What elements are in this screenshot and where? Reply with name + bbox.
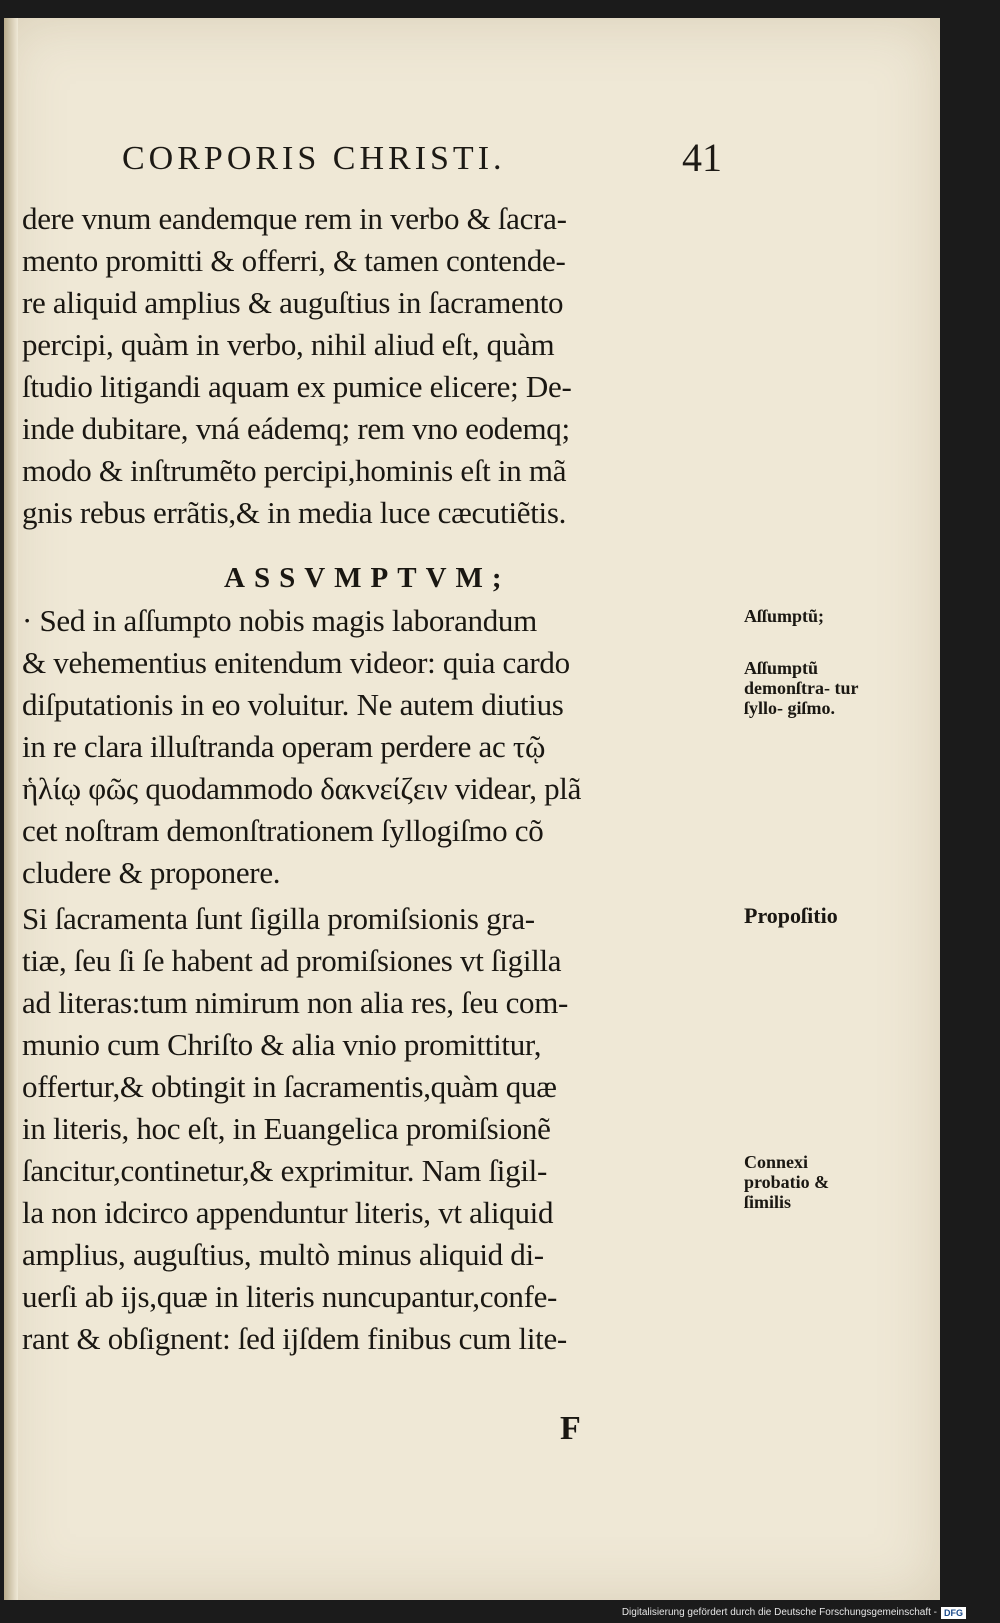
text-line: tiæ, ſeu ſi ſe habent ad promiſsiones vt ſigilla	[22, 943, 562, 978]
text-line: mento promitti & offerri, & tamen contende-	[22, 243, 566, 278]
text-line: percipi, quàm in verbo, nihil aliud eſt, quàm	[22, 327, 555, 362]
signature-mark: F	[560, 1410, 581, 1447]
text-line: la non idcirco appenduntur literis, vt aliquid	[22, 1195, 554, 1230]
text-line: modo & inſtrumẽto percipi,hominis eſt in mã	[22, 453, 567, 488]
text-line: ἡλίῳ φῶς quodammodo δακνείζειν videar, plã	[22, 771, 582, 806]
text-line: in re clara illuſtranda operam perdere ac τῷ	[22, 729, 546, 764]
text-line: gnis rebus errãtis,& in media luce cæcutiẽtis.	[22, 495, 567, 530]
text-line: ſancitur,continetur,& exprimitur. Nam ſigil-	[22, 1153, 547, 1188]
text-line: · Sed in aſſumpto nobis magis laborandum	[22, 603, 537, 638]
section-heading: ASSVMPTVM;	[224, 562, 511, 594]
text-line: ſtudio litigandi aquam ex pumice elicere; De-	[22, 369, 572, 404]
margin-note-propositio: Propoſitio	[744, 903, 838, 928]
text-line: diſputationis in eo voluitur. Ne autem diutius	[22, 687, 564, 722]
running-title: CORPORIS CHRISTI.	[122, 140, 506, 177]
text-line: Si ſacramenta ſunt ſigilla promiſsionis gra-	[22, 901, 535, 936]
text-line: cludere & proponere.	[22, 855, 281, 890]
margin-note-assumptum: Aſſumptũ;	[744, 606, 825, 626]
text-line: amplius, auguſtius, multò minus aliquid di-	[22, 1237, 544, 1272]
text-line: rant & obſignent: ſed ijſdem finibus cum lite-	[22, 1321, 567, 1356]
text-line: & vehementius enitendum videor: quia cardo	[22, 645, 570, 680]
text-line: ad literas:tum nimirum non alia res, ſeu com-	[22, 985, 569, 1020]
text-line: in literis, hoc eſt, in Euangelica promiſsionẽ	[22, 1111, 551, 1146]
digitization-footer	[622, 1606, 966, 1620]
dfg-logo-icon: DFG	[941, 1607, 966, 1619]
text-line: re aliquid amplius & auguſtius in ſacramento	[22, 285, 564, 320]
text-line: inde dubitare, vná eádemq; rem vno eodemq;	[22, 411, 570, 446]
text-line: munio cum Chriſto & alia vnio promittitur,	[22, 1027, 542, 1062]
text-line: dere vnum eandemque rem in verbo & ſacra-	[22, 201, 567, 236]
book-page	[4, 18, 940, 1600]
text-line: cet noſtram demonſtrationem ſyllogiſmo cõ	[22, 813, 544, 848]
margin-note-connexi: Connexi probatio & ſimilis	[744, 1152, 830, 1212]
text-line: offertur,& obtingit in ſacramentis,quàm quæ	[22, 1069, 557, 1104]
page-gutter	[4, 18, 18, 1600]
footer-credit: Digitalisierung gefördert durch die Deutsche Forschungsgemeinschaft -	[621, 1607, 937, 1618]
margin-note-demonstratur: Aſſumptũ demonſtra- tur ſyllo- giſmo.	[744, 658, 859, 718]
page-number: 41	[682, 135, 722, 180]
text-line: uerſi ab ijs,quæ in literis nuncupantur,confe-	[22, 1279, 558, 1314]
